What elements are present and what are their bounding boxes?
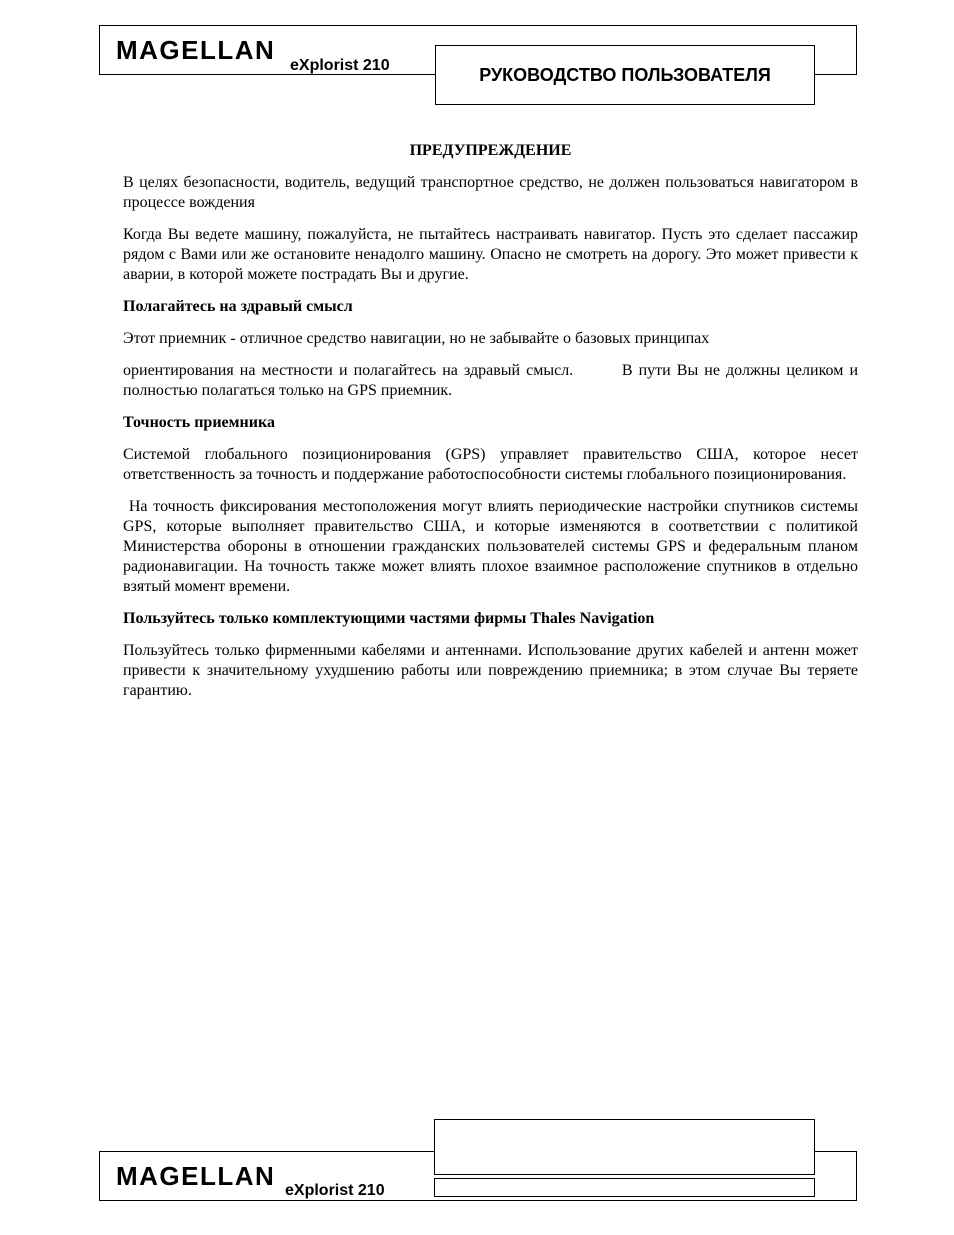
section-common-sense-paragraph-1: Этот приемник - отличное средство навигации, но не забывайте о базовых принципах (123, 330, 710, 347)
section-common-sense-paragraph-2: ориентирования на местности и полагайтесь на здравый смысл. В пути Вы не должны целиком и полностью полагаться только на GPS приемник. (123, 362, 862, 399)
section-accessories-paragraph-1: Пользуйтесь только фирменными кабелями и антеннами. Использование других кабелей и антенн может привести к значительному ухудшению работы или повреждению приемника; в этом случае Вы теряете гарантию. (123, 642, 858, 699)
footer-page-box (434, 1178, 815, 1197)
document-body (123, 141, 863, 713)
footer-info-box (434, 1119, 815, 1175)
document-title: РУКОВОДСТВО ПОЛЬЗОВАТЕЛЯ (479, 64, 771, 85)
footer-model-name: eXplorist 210 (285, 1182, 385, 1199)
section-accessories-title: Пользуйтесь только комплектующими частями фирмы Thales Navigation (123, 610, 655, 627)
header-brand-logo: MAGELLAN (116, 35, 276, 65)
warning-paragraph-1: В целях безопасности, водитель, ведущий транспортное средство, не должен пользоваться навигатором в процессе вождения (123, 174, 858, 211)
section-accuracy-paragraph-1: Системой глобального позиционирования (GPS) управляет правительство США, которое несет ответственность за точность и поддержание работоспособности системы глобального позиционирования. (123, 446, 858, 483)
header-model-name: eXplorist 210 (290, 57, 390, 74)
document-title-box (435, 45, 815, 105)
section-accuracy-paragraph-2: На точность фиксирования местоположения могут влиять периодические настройки спутников системы GPS, которые выполняет правительство США, и которые изменяются в соответствии с политикой Министерства обороны в отношении гражданских пользователей системы GPS и федеральным планом радионавигации. На точность также может влиять плохое взаимное расположение спутников в отдельно взятый момент времени. (123, 498, 863, 595)
warning-paragraph-2: Когда Вы ведете машину, пожалуйста, не пытайтесь настраивать навигатор. Пусть это сделает пассажир рядом с Вами или же остановите ненадолго машину. Опасно не смотреть на дорогу. Это может привести к аварии, в которой можете пострадать Вы и другие. (123, 226, 858, 283)
footer-brand-logo: MAGELLAN (116, 1161, 276, 1191)
warning-heading: ПРЕДУПРЕЖДЕНИЕ (409, 142, 572, 159)
section-common-sense-title: Полагайтесь на здравый смысл (123, 298, 353, 315)
section-accuracy-title: Точность приемника (123, 414, 275, 431)
